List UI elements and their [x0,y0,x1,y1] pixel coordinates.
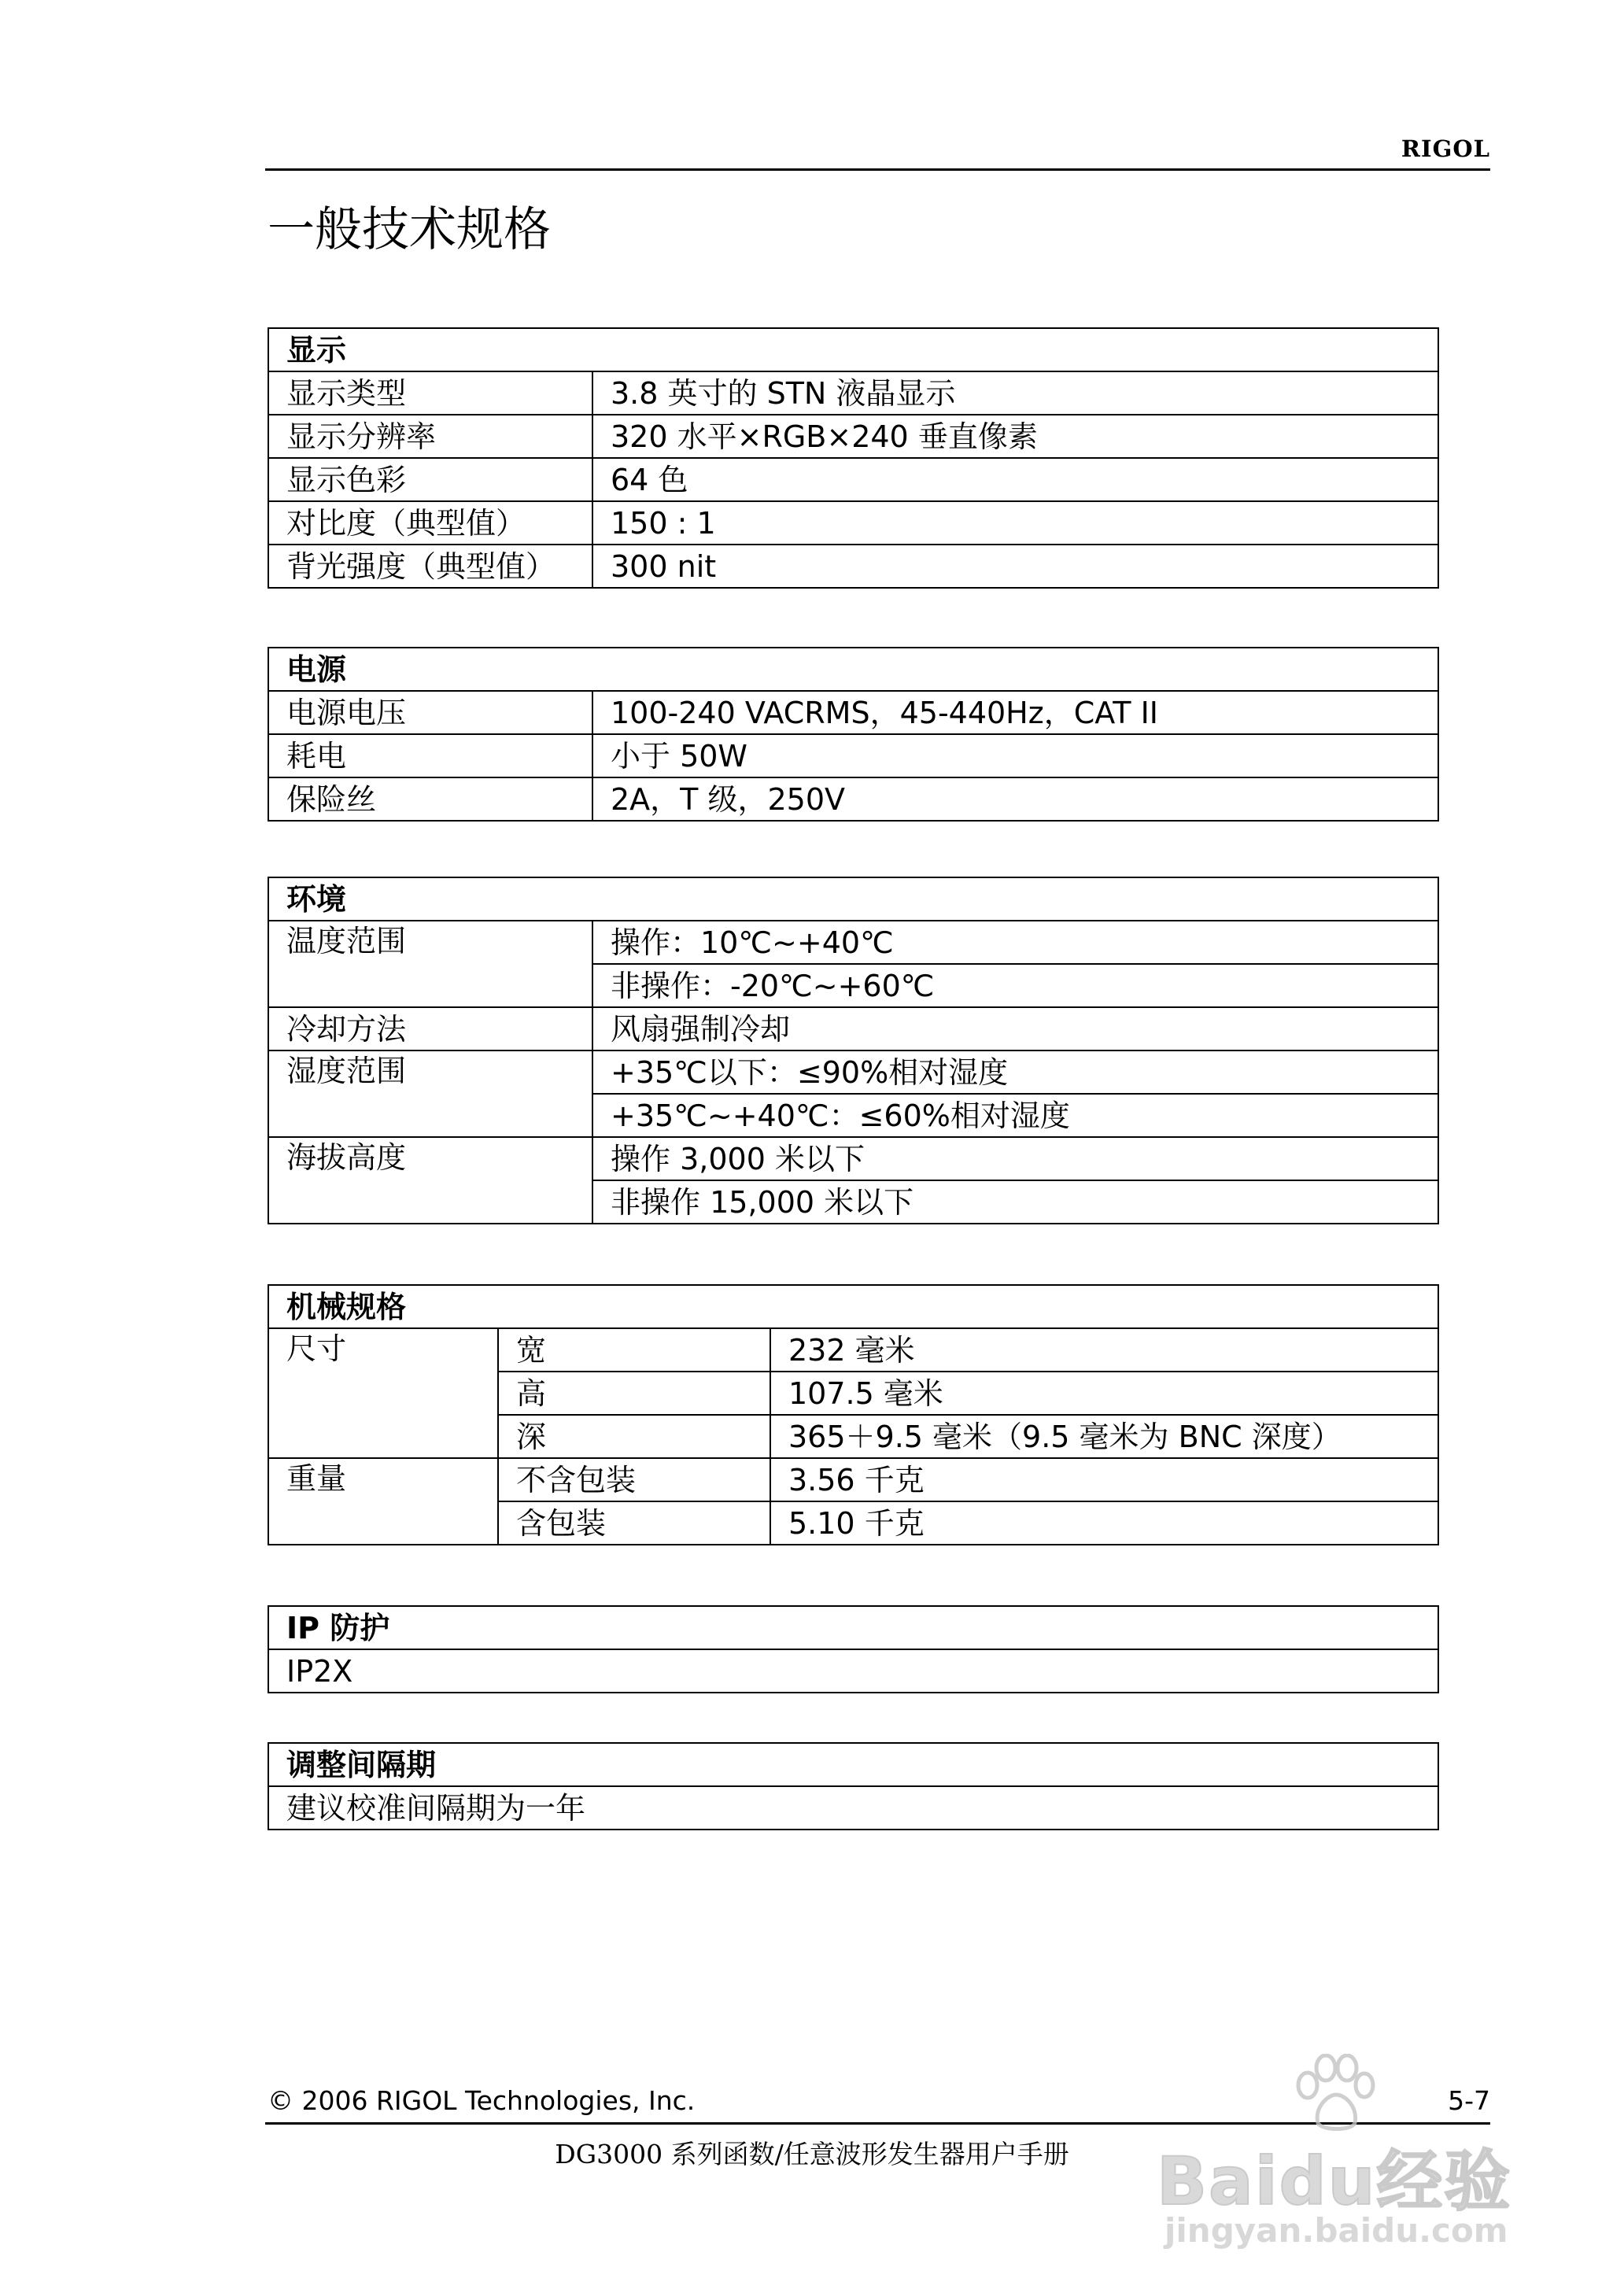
spec-label: 耗电 [268,734,592,777]
table-row [268,415,1438,458]
spec-label: 电源电压 [268,691,592,734]
paw-icon [1290,2054,1377,2132]
ip-heading: IP 防护 [268,1606,1438,1649]
page-title: 一般技术规格 [268,202,551,257]
spec-value: 小于 50W [592,734,1438,777]
spec-sublabel: 深 [498,1415,770,1458]
table-row [268,1649,1438,1693]
footer-copyright: © 2006 RIGOL Technologies, Inc. [268,2085,696,2116]
spec-value: 150 : 1 [592,501,1438,545]
spec-value: +35℃以下：≤90%相对湿度 [592,1050,1438,1094]
spec-sublabel: 含包装 [498,1501,770,1545]
display-spec-table [268,327,1439,589]
spec-label: 显示色彩 [268,458,592,501]
spec-sublabel: 宽 [498,1328,770,1372]
spec-value: 3.8 英寸的 STN 液晶显示 [592,371,1438,415]
table-row [268,921,1438,964]
spec-value: +35℃~+40℃：≤60%相对湿度 [592,1094,1438,1137]
spec-label: 海拔高度 [268,1137,592,1224]
display-heading: 显示 [268,328,1438,371]
spec-value: 建议校准间隔期为一年 [268,1786,1438,1830]
table-row [268,691,1438,734]
ip-spec-table [268,1605,1439,1693]
table-row [268,1137,1438,1180]
spec-value: 300 nit [592,545,1438,588]
spec-label: 保险丝 [268,777,592,821]
spec-value: 操作 3,000 米以下 [592,1137,1438,1180]
spec-value: 风扇强制冷却 [592,1007,1438,1050]
spec-label: 温度范围 [268,921,592,1007]
table-row [268,1328,1438,1372]
spec-value: 操作：10℃~+40℃ [592,921,1438,964]
spec-label: 尺寸 [268,1328,498,1458]
spec-value: IP2X [268,1649,1438,1693]
table-row [268,1786,1438,1830]
table-row [268,501,1438,545]
page-number: 5-7 [1448,2085,1490,2116]
mechanical-spec-table [268,1284,1439,1545]
spec-value: 365＋9.5 毫米（9.5 毫米为 BNC 深度） [770,1415,1438,1458]
power-heading: 电源 [268,648,1438,691]
spec-label: 背光强度（典型值） [268,545,592,588]
spec-value: 320 水平×RGB×240 垂直像素 [592,415,1438,458]
spec-value: 232 毫米 [770,1328,1438,1372]
environment-spec-table [268,877,1439,1224]
table-row [268,371,1438,415]
table-row [268,458,1438,501]
spec-value: 2A，T 级，250V [592,777,1438,821]
footer-manual-title: DG3000 系列函数/任意波形发生器用户手册 [555,2139,1069,2169]
spec-label: 重量 [268,1458,498,1545]
table-row [268,545,1438,588]
spec-value: 非操作 15,000 米以下 [592,1180,1438,1224]
spec-value: 非操作：-20℃~+60℃ [592,964,1438,1007]
table-row [268,1050,1438,1094]
spec-value: 64 色 [592,458,1438,501]
spec-label: 对比度（典型值） [268,501,592,545]
spec-value: 3.56 千克 [770,1458,1438,1501]
spec-value: 107.5 毫米 [770,1372,1438,1415]
environment-heading: 环境 [268,877,1438,921]
brand-logo: RIGOL [1401,135,1490,162]
watermark-logo: Baidu经验 [1157,2143,1512,2220]
spec-label: 湿度范围 [268,1050,592,1137]
spec-sublabel: 不含包装 [498,1458,770,1501]
table-row [268,777,1438,821]
table-row [268,1007,1438,1050]
calibration-spec-table [268,1742,1439,1830]
spec-label: 显示类型 [268,371,592,415]
power-spec-table [268,647,1439,822]
spec-sublabel: 高 [498,1372,770,1415]
mechanical-heading: 机械规格 [268,1285,1438,1328]
spec-label: 冷却方法 [268,1007,592,1050]
baidu-watermark [1157,2054,1534,2258]
table-row [268,734,1438,777]
header-divider [265,168,1490,171]
spec-value: 100-240 VACRMS，45-440Hz，CAT II [592,691,1438,734]
spec-value: 5.10 千克 [770,1501,1438,1545]
watermark-url: jingyan.baidu.com [1164,2211,1508,2250]
spec-label: 显示分辨率 [268,415,592,458]
calibration-heading: 调整间隔期 [268,1743,1438,1786]
table-row [268,1458,1438,1501]
